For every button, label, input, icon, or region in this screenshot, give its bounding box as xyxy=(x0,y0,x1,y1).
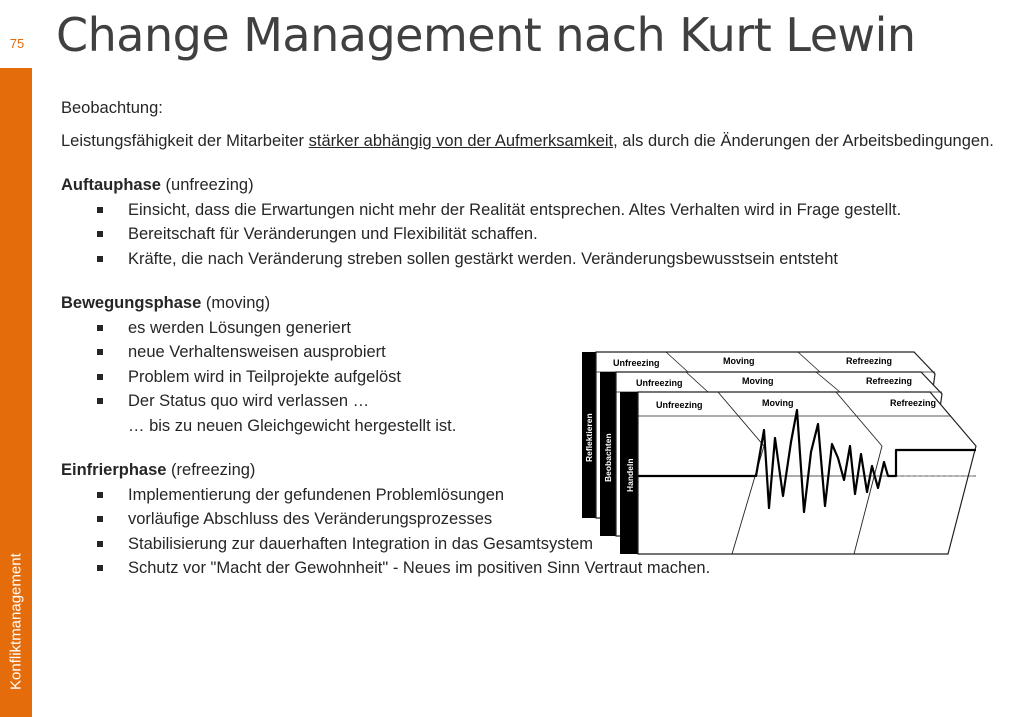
sidebar-bar xyxy=(0,68,32,717)
page-number: 75 xyxy=(9,36,25,51)
list-item: Kräfte, die nach Veränderung streben sollen gestärkt werden. Veränderungsbewusstsein entsteht xyxy=(61,247,1021,272)
column-label: Refreezing xyxy=(846,356,893,366)
list-item-continuation: … bis zu neuen Gleichgewicht hergestellt ist. xyxy=(128,416,457,435)
layer-side-label: Handeln xyxy=(625,458,635,492)
layer-side-label: Beobachten xyxy=(603,433,613,482)
phase-heading-refreezing: Einfrierphase (refreezing) xyxy=(61,461,256,479)
column-label: Unfreezing xyxy=(636,378,683,388)
column-label: Unfreezing xyxy=(656,400,703,410)
list-item: Bereitschaft für Veränderungen und Flexibilität schaffen. xyxy=(61,222,1021,247)
observation-emphasis: stärker abhängig von der Aufmerksamkeit xyxy=(308,131,614,150)
column-label: Unfreezing xyxy=(613,358,660,368)
list-item: es werden Lösungen generiert xyxy=(61,316,1021,341)
phase-list-unfreezing xyxy=(61,198,1021,272)
list-item: vorläufige Abschluss des Veränderungsprozesses xyxy=(61,507,1021,532)
column-label: Refreezing xyxy=(890,398,937,408)
sidebar-label xyxy=(0,68,32,717)
layer-side-label: Reflektieren xyxy=(584,413,594,462)
column-label: Moving xyxy=(762,398,794,408)
list-item: Einsicht, dass die Erwartungen nicht mehr der Realität entsprechen. Altes Verhalten wird in Frage gestellt. xyxy=(61,198,1021,223)
observation-label: Beobachtung: xyxy=(61,99,163,117)
list-item: Problem wird in Teilprojekte aufgelöst xyxy=(61,365,1021,390)
list-item: Implementierung der gefundenen Problemlösungen xyxy=(61,483,1021,508)
lewin-phase-diagram xyxy=(578,350,978,558)
column-label: Moving xyxy=(742,376,774,386)
observation-text: Leistungsfähigkeit der Mitarbeiter stärker abhängig von der Aufmerksamkeit, als durch die Änderungen der Arbeitsbedingungen. xyxy=(61,131,994,150)
diagram-layer-act xyxy=(620,392,976,554)
column-label: Refreezing xyxy=(866,376,913,386)
phase-heading-unfreezing: Auftauphase (unfreezing) xyxy=(61,176,254,194)
list-item: Schutz vor "Macht der Gewohnheit" - Neues im positiven Sinn Vertraut machen. xyxy=(61,556,1021,581)
phase-heading-moving: Bewegungsphase (moving) xyxy=(61,294,271,312)
list-item: Stabilisierung zur dauerhaften Integration in das Gesamtsystem xyxy=(61,532,1021,557)
page-title: Change Management nach Kurt Lewin xyxy=(56,8,916,62)
list-item: Der Status quo wird verlassen … xyxy=(61,389,1021,414)
column-label: Moving xyxy=(723,356,755,366)
sidebar-label-text: Konfliktmanagement xyxy=(7,553,25,690)
list-item: neue Verhaltensweisen ausprobiert xyxy=(61,340,1021,365)
